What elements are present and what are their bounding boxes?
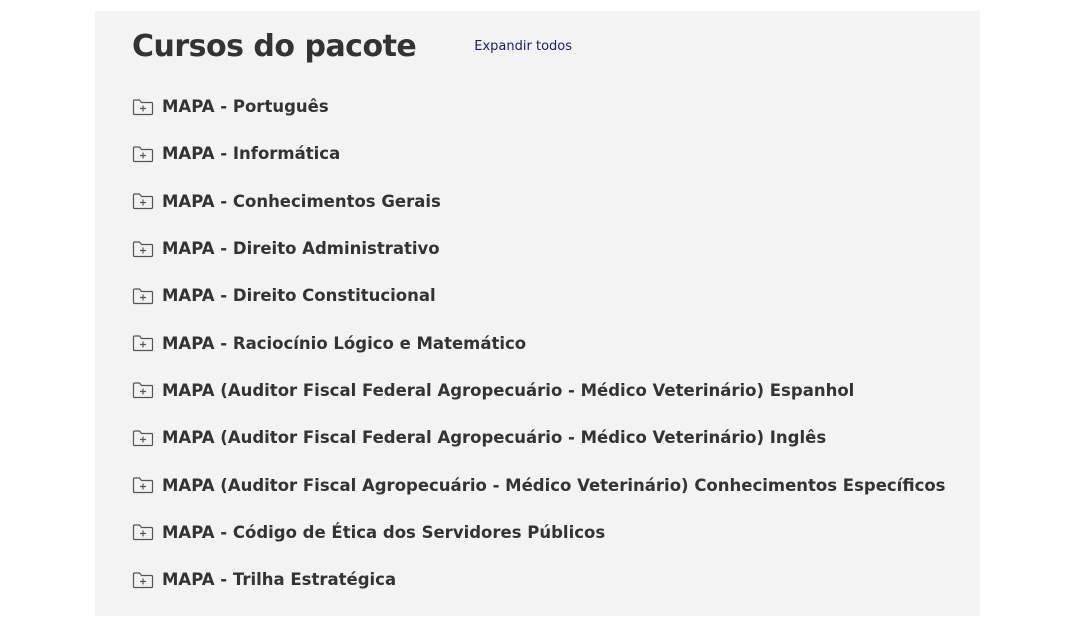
course-label: MAPA - Raciocínio Lógico e Matemático: [162, 333, 527, 353]
course-label: MAPA - Português: [162, 97, 329, 117]
course-item-conhecimentos-gerais[interactable]: [132, 178, 946, 225]
course-item-trilha-estrategica[interactable]: [132, 556, 946, 603]
course-item-informatica[interactable]: [132, 130, 946, 177]
course-item-portugues[interactable]: [132, 83, 946, 130]
folder-plus-icon: [132, 98, 154, 116]
course-item-conhecimentos-especificos[interactable]: [132, 461, 946, 508]
course-label: MAPA (Auditor Fiscal Agropecuário - Médico Veterinário) Conhecimentos Específicos: [162, 475, 946, 495]
folder-plus-icon: [132, 381, 154, 399]
course-label: MAPA - Informática: [162, 144, 341, 164]
course-label: MAPA - Direito Constitucional: [162, 286, 436, 306]
folder-plus-icon: [132, 523, 154, 541]
folder-plus-icon: [132, 571, 154, 589]
course-package-panel: [95, 11, 980, 616]
course-label: MAPA (Auditor Fiscal Federal Agropecuário - Médico Veterinário) Espanhol: [162, 380, 855, 400]
page-title: Cursos do pacote: [132, 29, 417, 64]
course-item-ingles[interactable]: [132, 414, 946, 461]
course-label: MAPA (Auditor Fiscal Federal Agropecuário - Médico Veterinário) Inglês: [162, 428, 827, 448]
panel-header: [132, 29, 572, 65]
course-item-raciocinio-logico[interactable]: [132, 319, 946, 366]
course-item-direito-constitucional[interactable]: [132, 272, 946, 319]
folder-plus-icon: [132, 429, 154, 447]
course-label: MAPA - Código de Ética dos Servidores Públicos: [162, 522, 606, 542]
course-label: MAPA - Conhecimentos Gerais: [162, 191, 441, 211]
course-list: [132, 83, 946, 603]
folder-plus-icon: [132, 334, 154, 352]
course-item-direito-administrativo[interactable]: [132, 225, 946, 272]
course-item-codigo-de-etica[interactable]: [132, 509, 946, 556]
expand-all-link[interactable]: Expandir todos: [474, 39, 573, 54]
folder-plus-icon: [132, 145, 154, 163]
folder-plus-icon: [132, 192, 154, 210]
course-item-espanhol[interactable]: [132, 367, 946, 414]
folder-plus-icon: [132, 476, 154, 494]
course-label: MAPA - Trilha Estratégica: [162, 570, 397, 590]
folder-plus-icon: [132, 287, 154, 305]
course-label: MAPA - Direito Administrativo: [162, 239, 440, 259]
folder-plus-icon: [132, 240, 154, 258]
